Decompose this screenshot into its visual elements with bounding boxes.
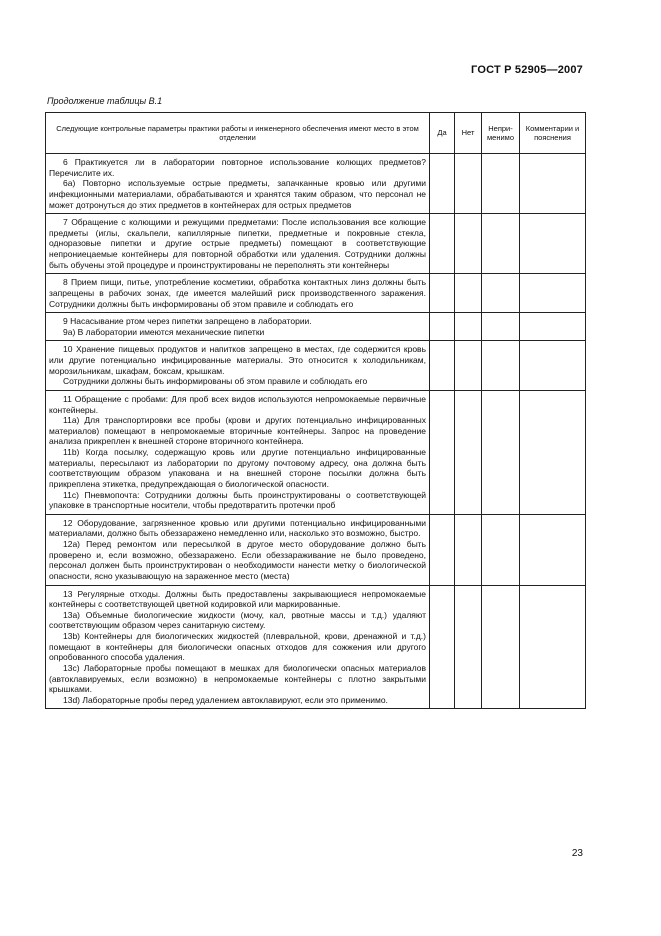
parameter-cell <box>46 313 430 341</box>
comments-cell[interactable] <box>520 154 586 214</box>
document-standard-id: ГОСТ Р 52905—2007 <box>471 64 583 76</box>
parameter-text: Сотрудники должны быть информированы об этом правиле и соблюдать его <box>63 376 368 387</box>
parameter-text: 13 Регулярные отходы. Должны быть предоставлены закрывающиеся непромокаемые контейнеры с соответствующей цветной кодировкой или маркированные. <box>49 588 426 610</box>
column-header-yes: Да <box>430 113 455 154</box>
not-applicable-cell[interactable] <box>482 341 520 391</box>
parameter-cell <box>46 514 430 585</box>
table-row <box>46 390 586 514</box>
column-header-not-applicable: Непри-менимо <box>482 113 520 154</box>
parameter-text: 13b) Контейнеры для биологических жидкостей (плевральной, крови, дренажной и т.д.) помещают в контейнеры для биологически опасных отходов для сожжения или другого опробованного способа удаления. <box>49 631 426 663</box>
no-cell[interactable] <box>455 514 482 585</box>
column-header-comments: Комментарии и пояснения <box>520 113 586 154</box>
yes-cell[interactable] <box>430 214 455 274</box>
comments-cell[interactable] <box>520 390 586 514</box>
comments-cell[interactable] <box>520 341 586 391</box>
not-applicable-cell[interactable] <box>482 214 520 274</box>
table-row <box>46 214 586 274</box>
parameter-text: 13d) Лабораторные пробы перед удалением автоклавируют, если это применимо. <box>63 694 388 705</box>
table-row <box>46 585 586 709</box>
parameter-text: 6а) Повторно используемые острые предметы, запачканные кровью или другими инфекционными материалами, обрабатываются и хранятся таким образом, что персонал не может дотронуться до этих предметов в контейнерах для острых предметов <box>49 178 426 210</box>
table-row <box>46 154 586 214</box>
yes-cell[interactable] <box>430 390 455 514</box>
not-applicable-cell[interactable] <box>482 274 520 313</box>
parameter-text: 11с) Пневмопочта: Сотрудники должны быть проинструктированы о соответствующей упаковке в транспортные носители, чтобы предотвратить протечки проб <box>49 489 426 511</box>
yes-cell[interactable] <box>430 585 455 709</box>
not-applicable-cell[interactable] <box>482 154 520 214</box>
checklist-table <box>45 112 586 709</box>
table-row <box>46 313 586 341</box>
parameter-cell <box>46 154 430 214</box>
parameter-text: 7 Обращение с колющими и режущими предметами: После использования все колющие предметы (иглы, скальпели, капиллярные пипетки, предметные и покровные стекла, одноразовые пипетки и другие острые предметы) помещают в соответствующие непрониецаемые контейнеры для повторной обработки или удаления. Сотрудники должны быть обучены этой процедуре и проинструктированы не переполнять эти контейнеры <box>49 217 426 270</box>
table-row <box>46 341 586 391</box>
table-header-row <box>46 113 586 154</box>
page-number: 23 <box>571 848 583 859</box>
parameter-cell <box>46 214 430 274</box>
comments-cell[interactable] <box>520 274 586 313</box>
parameter-text: 12 Оборудование, загрязненное кровью или другими потенциально инфицированными материалами, должно быть обеззаражено немедленно или, насколько это возможно, быстро. <box>49 517 426 539</box>
table-caption: Продолжение таблицы В.1 <box>47 96 163 106</box>
comments-cell[interactable] <box>520 214 586 274</box>
yes-cell[interactable] <box>430 514 455 585</box>
parameter-text: 6 Практикуется ли в лаборатории повторное использование колющих предметов? Перечислите их. <box>49 157 426 178</box>
no-cell[interactable] <box>455 341 482 391</box>
table-row <box>46 514 586 585</box>
no-cell[interactable] <box>455 214 482 274</box>
yes-cell[interactable] <box>430 274 455 313</box>
comments-cell[interactable] <box>520 585 586 709</box>
parameter-cell <box>46 274 430 313</box>
parameter-text: 8 Прием пищи, питье, употребление косметики, обработка контактных линз должны быть запрещены в рабочих зонах, где имеется малейший риск производственного заражения. Сотрудники должны быть информированы об этом правиле и соблюдать его <box>49 277 426 309</box>
not-applicable-cell[interactable] <box>482 313 520 341</box>
parameter-text: 12а) Перед ремонтом или пересылкой в другое место оборудование должно быть проверено и, если возможно, обеззаражено. Если обеззараживание не было проведено, персонал должен быть проинструктирован о необходимости нанести метку о биологической опасности, ясно указывающую на зараженное место (места) <box>49 539 426 581</box>
comments-cell[interactable] <box>520 514 586 585</box>
yes-cell[interactable] <box>430 313 455 341</box>
parameter-text: 9а) В лаборатории имеются механические пипетки <box>63 326 265 337</box>
parameter-cell <box>46 341 430 391</box>
parameter-cell <box>46 390 430 514</box>
not-applicable-cell[interactable] <box>482 390 520 514</box>
no-cell[interactable] <box>455 154 482 214</box>
column-header-parameters: Следующие контрольные параметры практики работы и инженерного обеспечения имеют место в этом отделении <box>46 113 430 154</box>
comments-cell[interactable] <box>520 313 586 341</box>
parameter-text: 13а) Объемные биологические жидкости (мочу, кал, рвотные массы и т.д.) удаляют соответствующим образом через санитарную систему. <box>49 609 426 631</box>
parameter-text: 11а) Для транспортировки все пробы (крови и других потенциально инфицированных материалов) помещают в непромокаемые вторичные контейнеры. Запрос на проведение анализа прикреплен к внешней стороне вторичного контейнера. <box>49 415 426 447</box>
yes-cell[interactable] <box>430 341 455 391</box>
parameter-text: 11 Обращение с пробами: Для проб всех видов используются непромокаемые первичные контейнеры. <box>49 393 426 415</box>
table-body <box>46 154 586 709</box>
parameter-text: 13с) Лабораторные пробы помещают в мешках для биологически опасных материалов (автоклавируемых, если возможно) в непромокаемые контейнеры с плотно закрытыми крышками. <box>49 662 426 695</box>
no-cell[interactable] <box>455 390 482 514</box>
table-row <box>46 274 586 313</box>
yes-cell[interactable] <box>430 154 455 214</box>
not-applicable-cell[interactable] <box>482 585 520 709</box>
no-cell[interactable] <box>455 313 482 341</box>
no-cell[interactable] <box>455 274 482 313</box>
parameter-text: 10 Хранение пищевых продуктов и напитков запрещено в местах, где содержится кровь или другие потенциально инфицированные материалы. Это относится к холодильникам, морозильникам, шкафам, боксам, крышкам. <box>49 344 426 376</box>
parameter-text: 11b) Когда посылку, содержащую кровь или другие потенциально инфицированные материалы, пересылают из лаборатории по другому почтовому адресу, она должна быть соответствующим образом упакована и на внешней стороне посылки должна быть прикреплена этикетка, предупреждающая о биологической опасности. <box>49 447 426 489</box>
column-header-no: Нет <box>455 113 482 154</box>
parameter-cell <box>46 585 430 709</box>
not-applicable-cell[interactable] <box>482 514 520 585</box>
no-cell[interactable] <box>455 585 482 709</box>
parameter-text: 9 Насасывание ртом через пипетки запрещено в лаборатории. <box>63 316 312 327</box>
